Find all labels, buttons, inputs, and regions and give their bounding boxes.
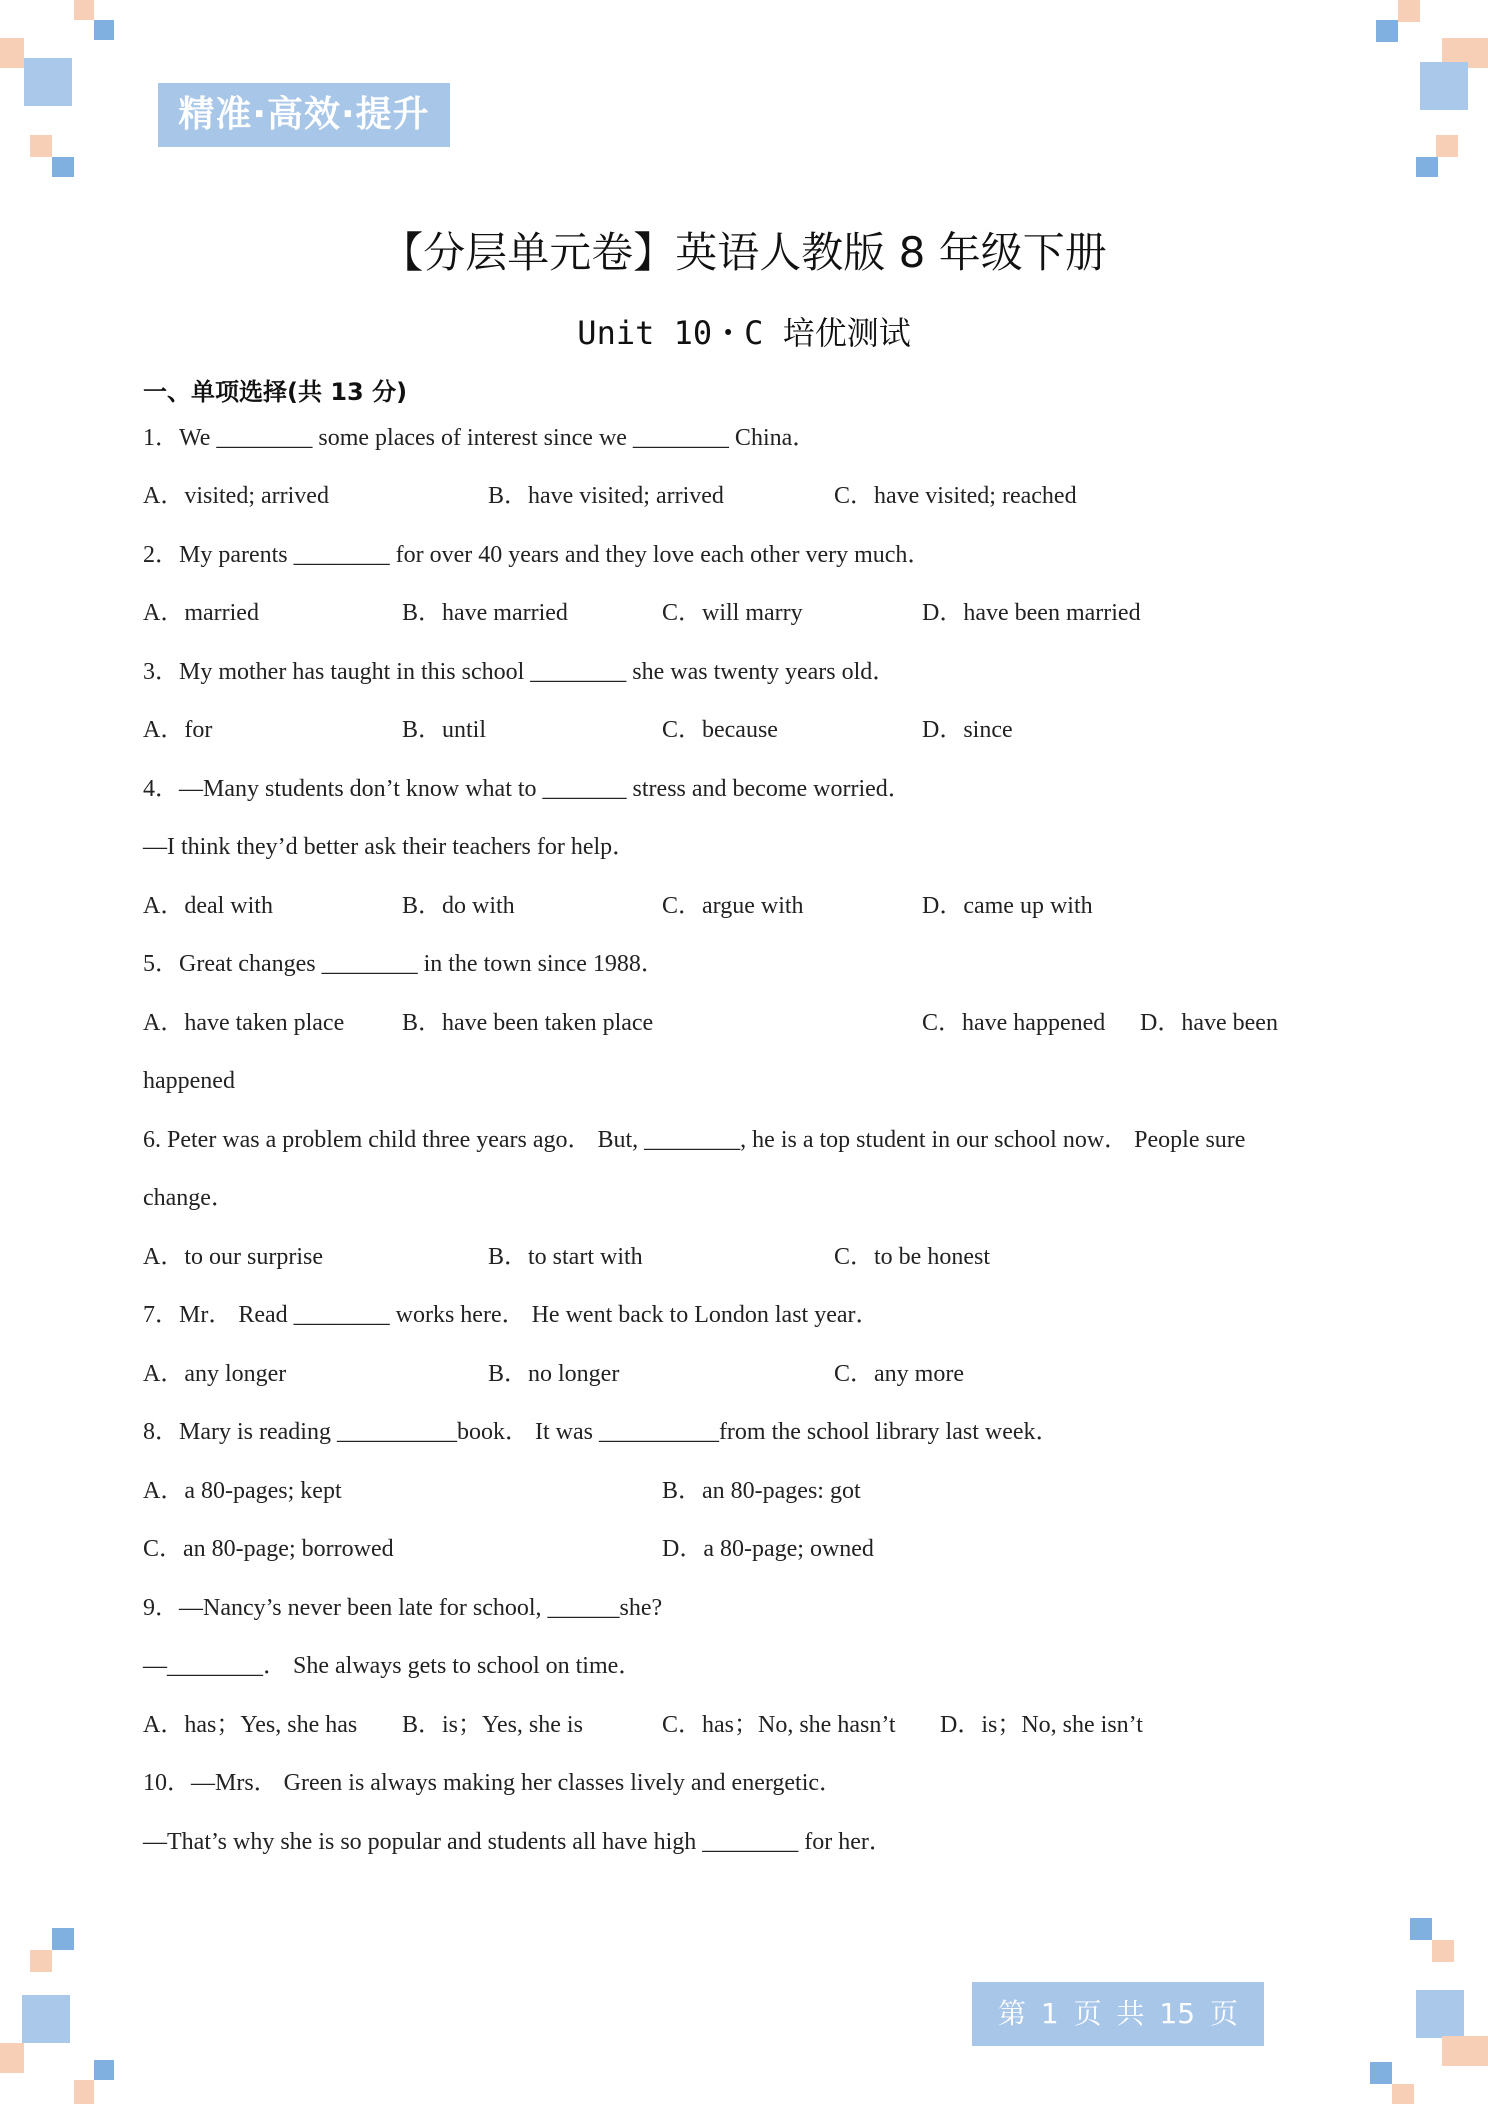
question-6-stem-continued: change． [143,1185,235,1211]
question-3-stem: 3．My mother has taught in this school ________ she was twenty years old． [143,659,897,685]
question-3-option-d: D．since [922,717,1013,743]
page-subtitle: Unit 10・C 培优测试 [577,314,911,352]
page-number-badge: 第 1 页 共 15 页 [972,1982,1264,2046]
question-5-option-c: C．have happened [922,1010,1106,1036]
question-8-option-b: B．an 80-pages: got [662,1478,861,1504]
question-9-option-c: C．has；No, she hasn’t [662,1712,896,1738]
question-5-option-d-continued: happened [143,1068,235,1094]
question-10-stem: 10．—Mrs． Green is always making her classes lively and energetic． [143,1770,844,1796]
question-6-option-a: A．to our surprise [143,1244,323,1270]
question-5-option-b: B．have been taken place [402,1010,654,1036]
question-6-option-c: C．to be honest [834,1244,990,1270]
question-9-option-a: A．has；Yes, she has [143,1712,358,1738]
question-4-option-d: D．came up with [922,893,1093,919]
question-3-option-b: B．until [402,717,487,743]
question-10-reply: —That’s why she is so popular and students all have high ________ for her． [143,1829,893,1855]
page-title: 【分层单元卷】英语人教版 8 年级下册 [381,228,1107,277]
question-8-option-c: C．an 80-page; borrowed [143,1536,394,1562]
question-9-reply: —________． She always gets to school on time． [143,1653,643,1679]
question-2-option-a: A．married [143,600,259,626]
question-4-stem: 4．—Many students don’t know what to _______ stress and become worried． [143,776,912,802]
question-7-option-b: B．no longer [488,1361,620,1387]
question-8-option-a: A．a 80-pages; kept [143,1478,342,1504]
header-badge: 精准·高效·提升 [158,83,450,147]
question-9-option-b: B．is；Yes, she is [402,1712,583,1738]
question-9-stem: 9．—Nancy’s never been late for school, ______she? [143,1595,663,1621]
question-6-option-b: B．to start with [488,1244,643,1270]
question-2-stem: 2．My parents ________ for over 40 years and they love each other very much． [143,542,932,568]
question-4-option-a: A．deal with [143,893,273,919]
question-6-stem: 6. Peter was a problem child three years ago． But, ________, he is a top student in our school now． People sure [143,1127,1246,1153]
question-1-option-b: B．have visited; arrived [488,483,724,509]
question-2-option-c: C．will marry [662,600,803,626]
question-7-stem: 7．Mr． Read ________ works here． He went back to London last year． [143,1302,880,1328]
question-7-option-a: A．any longer [143,1361,287,1387]
question-1-option-a: A．visited; arrived [143,483,329,509]
question-1-stem: 1．We ________ some places of interest since we ________ China． [143,425,817,451]
question-4-option-b: B．do with [402,893,515,919]
question-1-option-c: C．have visited; reached [834,483,1077,509]
question-2-option-d: D．have been married [922,600,1141,626]
question-2-option-b: B．have married [402,600,568,626]
question-5-stem: 5．Great changes ________ in the town since 1988． [143,951,665,977]
section-heading: 一、单项选择(共 13 分) [143,378,408,406]
question-5-option-a: A．have taken place [143,1010,345,1036]
question-9-option-d: D．is；No, she isn’t [940,1712,1143,1738]
question-7-option-c: C．any more [834,1361,964,1387]
question-4-reply: —I think they’d better ask their teachers for help． [143,834,637,860]
question-8-option-d: D．a 80-page; owned [662,1536,874,1562]
question-8-stem: 8．Mary is reading __________book． It was __________from the school library last week． [143,1419,1060,1445]
question-3-option-a: A．for [143,717,213,743]
question-3-option-c: C．because [662,717,778,743]
question-5-option-d: D．have been [1140,1010,1278,1036]
question-4-option-c: C．argue with [662,893,804,919]
